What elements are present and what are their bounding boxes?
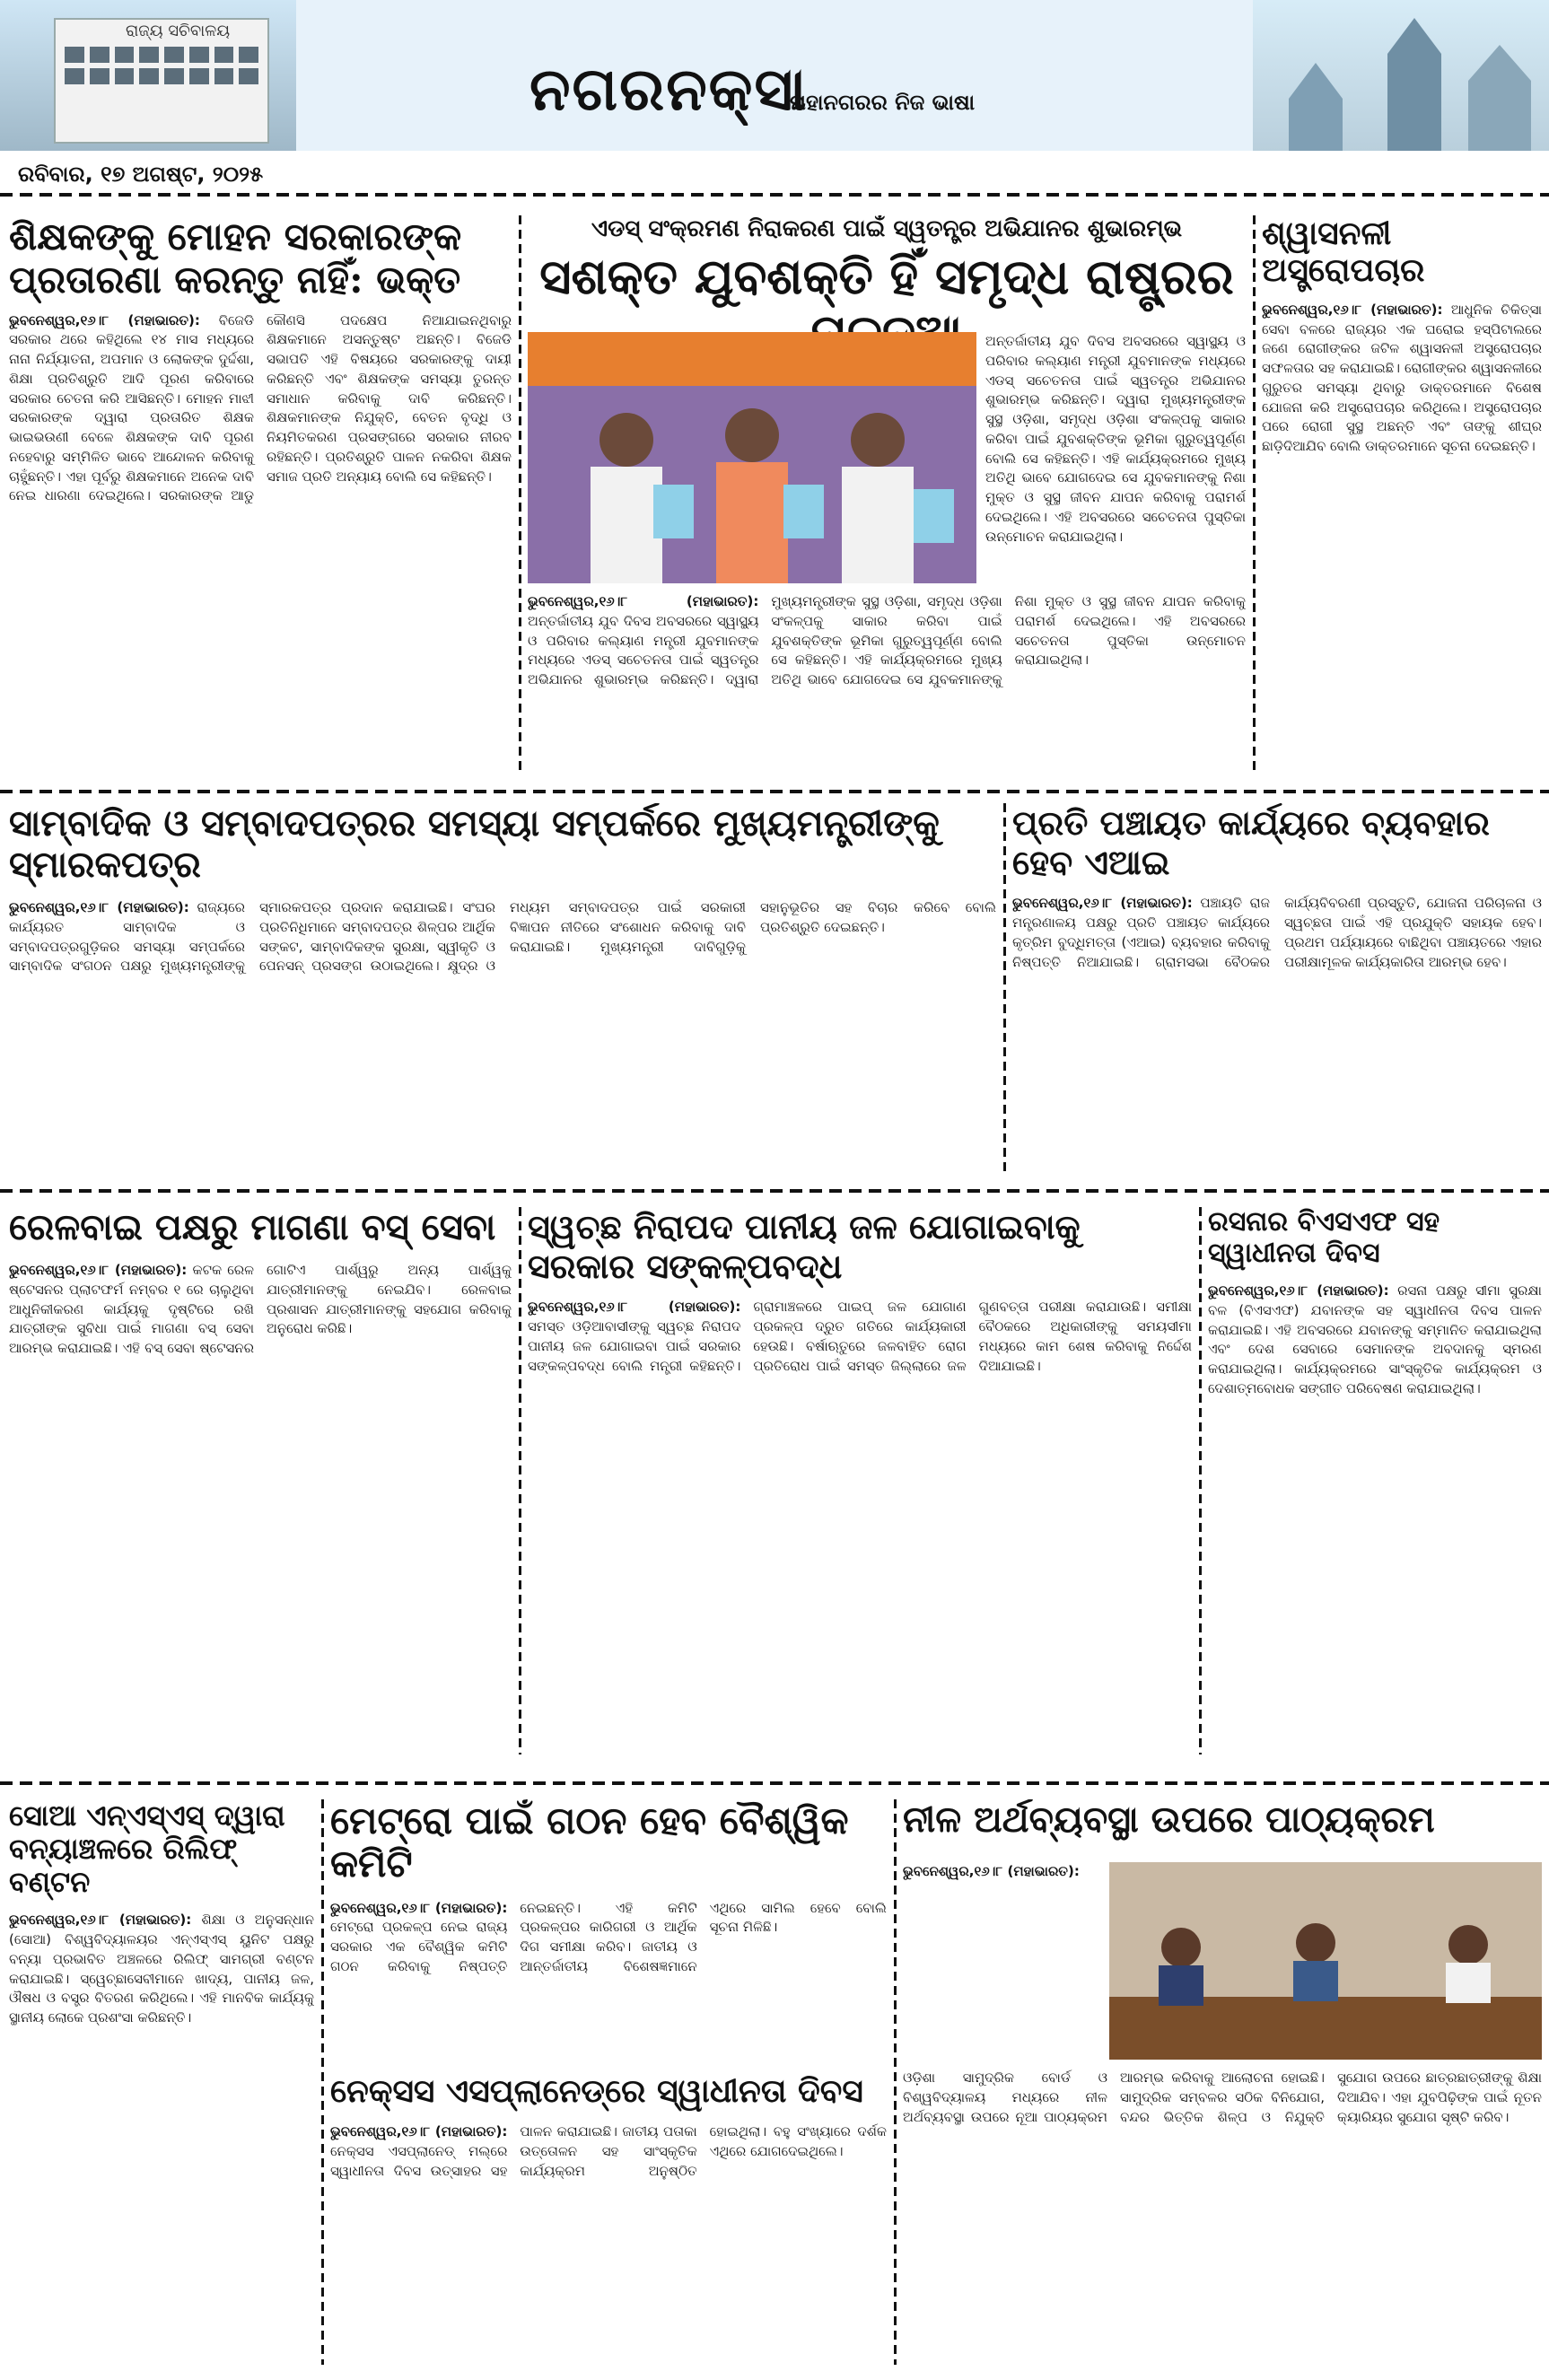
divider xyxy=(0,193,1549,197)
article-body: ରାଜ୍ୟରେ କାର୍ଯ୍ୟରତ ସାମ୍ବାଦିକ ଓ ସମ୍ବାଦପତ୍ରଗୁଡ଼ିକର ସମସ୍ୟା ସମ୍ପର୍କରେ ସାମ୍ବାଦିକ ସଂଗଠନ ପକ୍ଷରୁ ମୁଖ୍ୟମନ୍ତ୍ରୀଙ୍କୁ ସ୍ମାରକପତ୍ର ପ୍ରଦାନ କରାଯାଇଛି। ସଂଘର ପ୍ରତିନିଧିମାନେ ସମ୍ବାଦପତ୍ର ଶିଳ୍ପର ଆର୍ଥିକ ସଙ୍କଟ, ସାମ୍ବାଦିକଙ୍କ ସୁରକ୍ଷା, ସ୍ୱୀକୃତି ଓ ପେନସନ୍ ପ୍ରସଙ୍ଗ ଉଠାଇଥିଲେ। କ୍ଷୁଦ୍ର ଓ ମଧ୍ୟମ ସମ୍ବାଦପତ୍ର ପାଇଁ ସରକାରୀ ବିଜ୍ଞାପନ ନୀତିରେ ସଂଶୋଧନ କରିବାକୁ ଦାବି କରାଯାଇଛି। ମୁଖ୍ୟମନ୍ତ୍ରୀ ଦାବିଗୁଡ଼ିକୁ ସହାନୁଭୂତିର ସହ ବିଚାର କରିବେ ବୋଲି ପ୍ରତିଶ୍ରୁତି ଦେଇଛନ୍ତି। xyxy=(9,899,996,975)
headline: ସ୍ୱଚ୍ଛ ନିରାପଦ ପାନୀୟ ଜଳ ଯୋଗାଇବାକୁ ସରକାର ସଙ୍କଳ୍ପବଦ୍ଧ xyxy=(528,1207,1081,1286)
article-body: ଶିକ୍ଷା ଓ ଅନୁସନ୍ଧାନ (ସୋଆ) ବିଶ୍ୱବିଦ୍ୟାଳୟର ଏନ୍‌ଏସ୍‌ଏସ୍ ୟୁନିଟ ପକ୍ଷରୁ ବନ୍ୟା ପ୍ରଭାବିତ ଅଞ୍ଚଳରେ ରିଲିଫ୍ ସାମଗ୍ରୀ ବଣ୍ଟନ କରାଯାଇଛି। ସ୍ୱେଚ୍ଛାସେବୀମାନେ ଖାଦ୍ୟ, ପାନୀୟ ଜଳ, ଔଷଧ ଓ ବସ୍ତ୍ର ବିତରଣ କରିଥିଲେ। ଏହି ମାନବିକ କାର୍ଯ୍ୟକୁ ସ୍ଥାନୀୟ ଲୋକେ ପ୍ରଶଂସା କରିଛନ୍ତି। xyxy=(9,1912,314,2026)
article-body: ଆଧୁନିକ ଚିକିତ୍ସା ସେବା ବଳରେ ରାଜ୍ୟର ଏକ ଘରୋଇ ହସ୍ପିଟାଲରେ ଜଣେ ରୋଗୀଙ୍କର ଜଟିଳ ଶ୍ୱାସନଳୀ ଅସ୍ତ୍ରୋପଚାର ସଫଳତାର ସହ କରାଯାଇଛି। ରୋଗୀଙ୍କର ଶ୍ୱାସନଳୀରେ ଗୁରୁତର ସମସ୍ୟା ଥିବାରୁ ଡାକ୍ତରମାନେ ବିଶେଷ ଯୋଜନା କରି ଅସ୍ତ୍ରୋପଚାର କରିଥିଲେ। ଅସ୍ତ୍ରୋପଚାର ପରେ ରୋଗୀ ସୁସ୍ଥ ଅଛନ୍ତି ଏବଂ ତାଙ୍କୁ ଶୀଘ୍ର ଛାଡ଼ିଦିଆଯିବ ବୋଲି ଡାକ୍ତରମାନେ ସୂଚନା ଦେଇଛନ୍ତି। xyxy=(1262,301,1542,455)
dateline: ଭୁବନେଶ୍ୱର,୧୬।୮ (ମହାଭାରତ): xyxy=(903,1863,1080,1879)
issue-date: ରବିବାର, ୧୭ ଅଗଷ୍ଟ, ୨୦୨୫ xyxy=(18,162,264,187)
tagline: ମହାନଗରର ନିଜ ଭାଷା xyxy=(790,90,976,115)
headline: ସାମ୍ବାଦିକ ଓ ସମ୍ବାଦପତ୍ରର ସମସ୍ୟା ସମ୍ପର୍କରେ ମୁଖ୍ୟମନ୍ତ୍ରୀଙ୍କୁ ସ୍ମାରକପତ୍ର xyxy=(9,803,940,886)
dateline: ଭୁବନେଶ୍ୱର,୧୬।୮ (ମହାଭାରତ): xyxy=(528,1299,741,1316)
headline: ପ୍ରତି ପଞ୍ଚାୟତ କାର୍ଯ୍ୟରେ ବ୍ୟବହାର ହେବ ଏଆଇ xyxy=(1012,803,1490,882)
column-divider xyxy=(321,1799,324,2365)
building-sign: ରାଜ୍ୟ ସଚିବାଳୟ xyxy=(126,22,231,40)
column-divider xyxy=(519,215,521,772)
column-divider xyxy=(894,1799,897,2365)
article-soa-relief xyxy=(9,1799,314,2374)
column-divider xyxy=(1003,803,1006,1171)
article-teachers xyxy=(9,215,512,785)
article-body: ଅନ୍ତର୍ଜାତୀୟ ଯୁବ ଦିବସ ଅବସରରେ ସ୍ୱାସ୍ଥ୍ୟ ଓ ପରିବାର କଲ୍ୟାଣ ମନ୍ତ୍ରୀ ଯୁବମାନଙ୍କ ମଧ୍ୟରେ ଏଡସ୍ ସଚେତନତା ପାଇଁ ସ୍ୱତନ୍ତ୍ର ଅଭିଯାନର ଶୁଭାରମ୍ଭ କରିଛନ୍ତି। ଦ୍ୱାରା ମୁଖ୍ୟମନ୍ତ୍ରୀଙ୍କ ସୁସ୍ଥ ଓଡ଼ିଶା, ସମୃଦ୍ଧ ଓଡ଼ିଶା ସଂକଳ୍ପକୁ ସାକାର କରିବା ପାଇଁ ଯୁବଶକ୍ତିଙ୍କ ଭୂମିକା ଗୁରୁତ୍ୱପୂର୍ଣ୍ଣ ବୋଲି ସେ କହିଛନ୍ତି। ଏହି କାର୍ଯ୍ୟକ୍ରମରେ ମୁଖ୍ୟ ଅତିଥି ଭାବେ ଯୋଗଦେଇ ସେ ଯୁବକମାନଙ୍କୁ ନିଶା ମୁକ୍ତ ଓ ସୁସ୍ଥ ଜୀବନ ଯାପନ କରିବାକୁ ପରାମର୍ଶ ଦେଇଥିଲେ। ଏହି ଅବସରରେ ସଚେତନତା ପୁସ୍ତିକା ଉନ୍ମୋଚନ କରାଯାଇଥିଲା। xyxy=(985,333,1246,545)
headline: ରେଳବାଇ ପକ୍ଷରୁ ମାଗଣା ବସ୍ ସେବା xyxy=(9,1207,496,1248)
article-panchayat-ai xyxy=(1012,803,1542,1180)
headline: ସଶକ୍ତ ଯୁବଶକ୍ତି ହିଁ ସମୃଦ୍ଧ ରାଷ୍ଟ୍ରର xyxy=(539,248,1234,305)
article-body: ମେଟ୍ରୋ ପ୍ରକଳ୍ପ ନେଇ ରାଜ୍ୟ ସରକାର ଏକ ବୈଶ୍ୱିକ କମିଟି ଗଠନ କରିବାକୁ ନିଷ୍ପତ୍ତି ନେଇଛନ୍ତି। ଏହି କମିଟି ପ୍ରକଳ୍ପର କାରିଗରୀ ଓ ଆର୍ଥିକ ଦିଗ ସମୀକ୍ଷା କରିବ। ଜାତୀୟ ଓ ଆନ୍ତର୍ଜାତୀୟ ବିଶେଷଜ୍ଞମାନେ ଏଥିରେ ସାମିଲ ହେବେ ବୋଲି ସୂଚନା ମିଳିଛି। xyxy=(330,1899,887,1974)
article-body: ବିଜେଡି ସରକାର ଥରେ କହିଥିଲେ ୧୪ ମାସ ମଧ୍ୟରେ ନାନା ନିର୍ଯ୍ୟାତନା, ଅପମାନ ଓ ଲୋକଙ୍କ ଦୁର୍ଦ୍ଦଶା, ଶିକ୍ଷା ପ୍ରତିଶ୍ରୁତି ଆଦି ପୂରଣ କରିବାରେ ସରକାର ଚେତନା କରି ଆସିଛନ୍ତି। ମୋହନ ମାଝୀ ସରକାରଙ୍କ ଦ୍ୱାରା ପ୍ରତାରିତ ଶିକ୍ଷକ ଭାଇଭଉଣୀ ବେଳେ ଶିକ୍ଷକଙ୍କ ଦାବି ପୂରଣ ନହେବାରୁ ସମ୍ମିଳିତ ଭାବେ ଆନ୍ଦୋଳନ କରିବାକୁ ଚାହୁଁଛନ୍ତି। ଏହା ପୂର୍ବରୁ ଶିକ୍ଷକମାନେ ଅନେକ ଦାବି ନେଇ ଧାରଣା ଦେଇଥିଲେ। ସରକାରଙ୍କ ଆଡୁ କୌଣସି ପଦକ୍ଷେପ ନିଆଯାଇନଥିବାରୁ ଶିକ୍ଷକମାନେ ଅସନ୍ତୁଷ୍ଟ ଅଛନ୍ତି। ବିଜେଡି ସଭାପତି ଏହି ବିଷୟରେ ସରକାରଙ୍କୁ ଦାୟୀ କରିଛନ୍ତି ଏବଂ ଶିକ୍ଷକଙ୍କ ସମସ୍ୟା ତୁରନ୍ତ ସମାଧାନ କରିବାକୁ ଦାବି କରିଛନ୍ତି। ଶିକ୍ଷକମାନଙ୍କ ନିଯୁକ୍ତି, ବେତନ ବୃଦ୍ଧି ଓ ନିୟମିତକରଣ ପ୍ରସଙ୍ଗରେ ସରକାର ନୀରବ ରହିଛନ୍ତି। ପ୍ରତିଶ୍ରୁତି ପାଳନ ନକରିବା ଶିକ୍ଷକ ସମାଜ ପ୍ରତି ଅନ୍ୟାୟ ବୋଲି ସେ କହିଛନ୍ତି। xyxy=(9,311,512,504)
masthead xyxy=(0,0,1549,151)
dateline: ଭୁବନେଶ୍ୱର,୧୬।୮ (ମହାଭାରତ): xyxy=(1208,1282,1389,1299)
dateline: ଭୁବନେଶ୍ୱର,୧୬।୮ (ମହାଭାରତ): xyxy=(9,899,189,915)
dateline: ଭୁବନେଶ୍ୱର,୧୬।୮ (ମହାଭାରତ): xyxy=(9,1912,192,1929)
article-metro-committee xyxy=(330,1799,887,2069)
dateline: ଭୁବନେଶ୍ୱର,୧୬।୮ (ମହାଭାରତ): xyxy=(1012,895,1193,912)
article-body: କଟକ ରେଳ ଷ୍ଟେସନର ପ୍ଲାଟଫର୍ମ ନମ୍ବର ୧ ରେ ଚାଲୁଥିବା ଆଧୁନିକୀକରଣ କାର୍ଯ୍ୟକୁ ଦୃଷ୍ଟିରେ ରଖି ଯାତ୍ରୀଙ୍କ ସୁବିଧା ପାଇଁ ମାଗଣା ବସ୍ ସେବା ଆରମ୍ଭ କରାଯାଇଛି। ଏହି ବସ୍ ସେବା ଷ୍ଟେସନର ଗୋଟିଏ ପାର୍ଶ୍ୱରୁ ଅନ୍ୟ ପାର୍ଶ୍ୱକୁ ଯାତ୍ରୀମାନଙ୍କୁ ନେଇଯିବ। ରେଳବାଇ ପ୍ରଶାସନ ଯାତ୍ରୀମାନଙ୍କୁ ସହଯୋଗ କରିବାକୁ ଅନୁରୋଧ କରିଛି। xyxy=(9,1262,512,1356)
article-nexus-independence xyxy=(330,2073,887,2374)
article-body: ଓଡ଼ିଶା ସାମୁଦ୍ରିକ ବୋର୍ଡ ଓ ବିଶ୍ୱବିଦ୍ୟାଳୟ ମଧ୍ୟରେ ନୀଳ ଅର୍ଥବ୍ୟବସ୍ଥା ଉପରେ ନୂଆ ପାଠ୍ୟକ୍ରମ ଆରମ୍ଭ କରିବାକୁ ଆଲୋଚନା ହୋଇଛି। ସାମୁଦ୍ରିକ ସମ୍ବଳର ସଠିକ ବିନିଯୋଗ, ବନ୍ଦର ଭିତ୍ତିକ ଶିଳ୍ପ ଓ ନିଯୁକ୍ତି ସୁଯୋଗ ଉପରେ ଛାତ୍ରଛାତ୍ରୀଙ୍କୁ ଶିକ୍ଷା ଦିଆଯିବ। ଏହା ଯୁବପିଢ଼ିଙ୍କ ପାଇଁ ନୂତନ କ୍ୟାରିୟର ସୁଯୋଗ ସୃଷ୍ଟି କରିବ। xyxy=(903,2069,1542,2125)
divider xyxy=(0,1189,1549,1193)
article-body-continued: ଅନ୍ତର୍ଜାତୀୟ ଯୁବ ଦିବସ ଅବସରରେ ସ୍ୱାସ୍ଥ୍ୟ ଓ ପରିବାର କଲ୍ୟାଣ ମନ୍ତ୍ରୀ ଯୁବମାନଙ୍କ ମଧ୍ୟରେ ଏଡସ୍ ସଚେତନତା ପାଇଁ ସ୍ୱତନ୍ତ୍ର ଅଭିଯାନର ଶୁଭାରମ୍ଭ କରିଛନ୍ତି। ଦ୍ୱାରା ମୁଖ୍ୟମନ୍ତ୍ରୀଙ୍କ ସୁସ୍ଥ ଓଡ଼ିଶା, ସମୃଦ୍ଧ ଓଡ଼ିଶା ସଂକଳ୍ପକୁ ସାକାର କରିବା ପାଇଁ ଯୁବଶକ୍ତିଙ୍କ ଭୂମିକା ଗୁରୁତ୍ୱପୂର୍ଣ୍ଣ ବୋଲି ସେ କହିଛନ୍ତି। ଏହି କାର୍ଯ୍ୟକ୍ରମରେ ମୁଖ୍ୟ ଅତିଥି ଭାବେ ଯୋଗଦେଇ ସେ ଯୁବକମାନଙ୍କୁ ନିଶା ମୁକ୍ତ ଓ ସୁସ୍ଥ ଜୀବନ ଯାପନ କରିବାକୁ ପରାମର୍ଶ ଦେଇଥିଲେ। ଏହି ଅବସରରେ ସଚେତନତା ପୁସ୍ତିକା ଉନ୍ମୋଚନ କରାଯାଇଥିଲା। xyxy=(528,593,1246,687)
dateline: ଭୁବନେଶ୍ୱର,୧୬।୮ (ମହାଭାରତ): xyxy=(9,1262,188,1278)
headline: ଶ୍ୱାସନଳୀ ଅସ୍ତ୍ରୋପଚାର xyxy=(1262,215,1425,290)
column-divider xyxy=(1253,215,1256,772)
article-body: ପଞ୍ଚାୟତି ରାଜ ମନ୍ତ୍ରଣାଳୟ ପକ୍ଷରୁ ପ୍ରତି ପଞ୍ଚାୟତ କାର୍ଯ୍ୟରେ କୃତ୍ରିମ ବୁଦ୍ଧିମତ୍ତା (ଏଆଇ) ବ୍ୟବହାର କରିବାକୁ ନିଷ୍ପତ୍ତି ନିଆଯାଇଛି। ଗ୍ରାମସଭା ବୈଠକର କାର୍ଯ୍ୟବିବରଣୀ ପ୍ରସ୍ତୁତି, ଯୋଜନା ପରିଚାଳନା ଓ ସ୍ୱଚ୍ଛତା ପାଇଁ ଏହି ପ୍ରଯୁକ୍ତି ସହାୟକ ହେବ। ପ୍ରଥମ ପର୍ଯ୍ୟାୟରେ ବାଛିଥିବା ପଞ୍ଚାୟତରେ ଏହାର ପରୀକ୍ଷାମୂଳକ କାର୍ଯ୍ୟକାରିତା ଆରମ୍ଭ ହେବ। xyxy=(1012,895,1542,970)
temple-skyline-image xyxy=(1253,0,1549,151)
column-divider xyxy=(519,1207,521,1754)
divider xyxy=(0,1781,1549,1785)
headline: ରସନାର ବିଏସଏଫ ସହ ସ୍ୱାଧୀନତା ଦିବସ xyxy=(1208,1207,1440,1269)
headline: ଶିକ୍ଷକଙ୍କୁ ମୋହନ ସରକାରଙ୍କ ପ୍ରତାରଣା କରନ୍ତୁ ନାହିଁ: ଭକ୍ତ xyxy=(9,215,462,302)
article-free-bus xyxy=(9,1207,512,1763)
article-journalists-memorandum xyxy=(9,803,996,1180)
event-photo xyxy=(528,332,976,583)
article-body: ସମସ୍ତ ଓଡ଼ିଆବାସୀଙ୍କୁ ସ୍ୱଚ୍ଛ ନିରାପଦ ପାନୀୟ ଜଳ ଯୋଗାଇବା ପାଇଁ ସରକାର ସଙ୍କଳ୍ପବଦ୍ଧ ବୋଲି ମନ୍ତ୍ରୀ କହିଛନ୍ତି। ଗ୍ରାମାଞ୍ଚଳରେ ପାଇପ୍ ଜଳ ଯୋଗାଣ ପ୍ରକଳ୍ପ ଦ୍ରୁତ ଗତିରେ କାର୍ଯ୍ୟକାରୀ ହେଉଛି। ବର୍ଷାଋତୁରେ ଜଳବାହିତ ରୋଗ ପ୍ରତିରୋଧ ପାଇଁ ସମସ୍ତ ଜିଲ୍ଲାରେ ଜଳ ଗୁଣବତ୍ତା ପରୀକ୍ଷା କରାଯାଉଛି। ସମୀକ୍ଷା ବୈଠକରେ ଅଧିକାରୀଙ୍କୁ ସମୟସୀମା ମଧ୍ୟରେ କାମ ଶେଷ କରିବାକୁ ନିର୍ଦ୍ଦେଶ ଦିଆଯାଇଛି। xyxy=(528,1299,1192,1374)
headline: ସୋଆ ଏନ୍‌ଏସ୍‌ଏସ୍ ଦ୍ୱାରା ବନ୍ୟାଞ୍ଚଳରେ ରିଲିଫ୍ ବଣ୍ଟନ xyxy=(9,1799,285,1899)
column-divider xyxy=(1199,1207,1202,1754)
dateline: ଭୁବନେଶ୍ୱର,୧୬।୮ (ମହାଭାରତ): xyxy=(330,2123,508,2140)
article-youth-power xyxy=(528,215,1246,785)
dateline: ଭୁବନେଶ୍ୱର,୧୬।୮ (ମହାଭାରତ): xyxy=(9,311,200,328)
article-body: ରସନା ପକ୍ଷରୁ ସୀମା ସୁରକ୍ଷା ବଳ (ବିଏସଏଫ) ଯବାନଙ୍କ ସହ ସ୍ୱାଧୀନତା ଦିବସ ପାଳନ କରାଯାଇଛି। ଏହି ଅବସରରେ ଯବାନଙ୍କୁ ସମ୍ମାନିତ କରାଯାଇଥିଲା ଏବଂ ଦେଶ ସେବାରେ ସେମାନଙ୍କ ଅବଦାନକୁ ସ୍ମରଣ କରାଯାଇଥିଲା। କାର୍ଯ୍ୟକ୍ରମରେ ସାଂସ୍କୃତିକ କାର୍ଯ୍ୟକ୍ରମ ଓ ଦେଶାତ୍ମବୋଧକ ସଙ୍ଗୀତ ପରିବେଷଣ କରାଯାଇଥିଲା। xyxy=(1208,1282,1542,1396)
article-airway-surgery xyxy=(1262,215,1542,785)
article-bsf-independence xyxy=(1208,1207,1542,1763)
dateline: ଭୁବନେଶ୍ୱର,୧୬।୮ (ମହାଭାରତ): xyxy=(1262,301,1443,318)
dateline: ଭୁବନେଶ୍ୱର,୧୬।୮ (ମହାଭାରତ): xyxy=(528,593,759,609)
newspaper-logo: ନଗରନକ୍ସା xyxy=(529,54,809,124)
article-body: ନେକ୍ସସ ଏସପ୍ଲାନେଡ୍ ମଲ୍‌ରେ ସ୍ୱାଧୀନତା ଦିବସ ଉତ୍ସାହର ସହ ପାଳନ କରାଯାଇଛି। ଜାତୀୟ ପତାକା ଉତ୍ତୋଳନ ସହ ସାଂସ୍କୃତିକ କାର୍ଯ୍ୟକ୍ରମ ଅନୁଷ୍ଠିତ ହୋଇଥିଲା। ବହୁ ସଂଖ୍ୟାରେ ଦର୍ଶକ ଏଥିରେ ଯୋଗଦେଇଥିଲେ। xyxy=(330,2123,887,2179)
headline: ନେକ୍ସସ ଏସପ୍ଲାନେଡ୍‌ରେ ସ୍ୱାଧୀନତା ଦିବସ xyxy=(330,2073,863,2110)
dateline: ଭୁବନେଶ୍ୱର,୧୬।୮ (ମହାଭାରତ): xyxy=(330,1899,508,1916)
secretariat-building-image xyxy=(0,0,296,151)
headline: ମେଟ୍ରୋ ପାଇଁ ଗଠନ ହେବ ବୈଶ୍ୱିକ କମିଟି xyxy=(330,1799,849,1886)
meeting-photo xyxy=(1109,1862,1542,2060)
article-drinking-water xyxy=(528,1207,1192,1763)
headline: ନୀଳ ଅର୍ଥବ୍ୟବସ୍ଥା ଉପରେ ପାଠ୍ୟକ୍ରମ xyxy=(903,1799,1435,1841)
article-blue-economy xyxy=(903,1799,1542,2374)
kicker: ଏଡସ୍ ସଂକ୍ରମଣ ନିରାକରଣ ପାଇଁ ସ୍ୱତନ୍ତ୍ର ଅଭିଯାନର ଶୁଭାରମ୍ଭ xyxy=(591,215,1183,242)
divider xyxy=(0,790,1549,793)
